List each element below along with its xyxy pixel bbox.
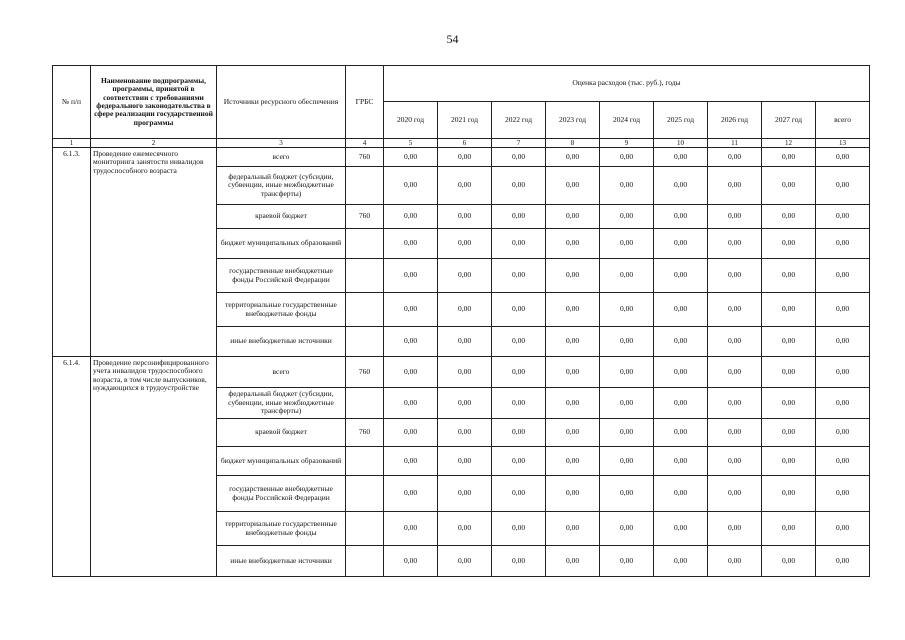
- amount-cell: 0,00: [600, 388, 654, 419]
- grbs-code: [346, 476, 384, 512]
- amount-cell: 0,00: [438, 419, 492, 447]
- column-number: 7: [492, 139, 546, 148]
- amount-cell: 0,00: [654, 327, 708, 357]
- header-source: Источники ресурсного обеспечения: [217, 66, 346, 139]
- amount-cell: 0,00: [438, 167, 492, 205]
- table-header: [53, 66, 870, 148]
- amount-cell: 0,00: [816, 293, 870, 327]
- amount-cell: 0,00: [708, 327, 762, 357]
- amount-cell: 0,00: [438, 546, 492, 577]
- grbs-code: [346, 546, 384, 577]
- column-number: 12: [762, 139, 816, 148]
- amount-cell: 0,00: [384, 419, 438, 447]
- amount-cell: 0,00: [708, 388, 762, 419]
- amount-cell: 0,00: [708, 205, 762, 229]
- funding-source: федеральный бюджет (субсидии, субвенции, иные межбюджетные трансферты): [217, 388, 346, 419]
- section-number: 6.1.4.: [53, 357, 91, 577]
- amount-cell: 0,00: [654, 476, 708, 512]
- amount-cell: 0,00: [816, 327, 870, 357]
- amount-cell: 0,00: [816, 512, 870, 546]
- header-year: 2022 год: [492, 102, 546, 139]
- column-number: 13: [816, 139, 870, 148]
- amount-cell: 0,00: [546, 512, 600, 546]
- amount-cell: 0,00: [708, 357, 762, 388]
- amount-cell: 0,00: [438, 205, 492, 229]
- amount-cell: 0,00: [546, 205, 600, 229]
- amount-cell: 0,00: [492, 476, 546, 512]
- amount-cell: 0,00: [384, 388, 438, 419]
- amount-cell: 0,00: [816, 259, 870, 293]
- amount-cell: 0,00: [762, 546, 816, 577]
- header-year: 2021 год: [438, 102, 492, 139]
- program-name: Проведение ежемесячного мониторинга занятости инвалидов трудоспособного возраста: [91, 148, 217, 357]
- amount-cell: 0,00: [438, 447, 492, 476]
- amount-cell: 0,00: [546, 327, 600, 357]
- amount-cell: 0,00: [600, 476, 654, 512]
- funding-source: краевой бюджет: [217, 419, 346, 447]
- amount-cell: 0,00: [438, 293, 492, 327]
- table-body: [53, 148, 870, 577]
- amount-cell: 0,00: [384, 512, 438, 546]
- column-number: 10: [654, 139, 708, 148]
- amount-cell: 0,00: [384, 357, 438, 388]
- amount-cell: 0,00: [600, 447, 654, 476]
- table-row: [53, 357, 870, 388]
- amount-cell: 0,00: [762, 327, 816, 357]
- budget-table: [52, 65, 870, 577]
- amount-cell: 0,00: [546, 447, 600, 476]
- amount-cell: 0,00: [762, 229, 816, 259]
- amount-cell: 0,00: [546, 357, 600, 388]
- amount-cell: 0,00: [762, 419, 816, 447]
- funding-source: территориальные государственные внебюджетные фонды: [217, 512, 346, 546]
- grbs-code: 760: [346, 205, 384, 229]
- amount-cell: 0,00: [546, 293, 600, 327]
- amount-cell: 0,00: [492, 447, 546, 476]
- amount-cell: 0,00: [546, 259, 600, 293]
- column-number: 3: [217, 139, 346, 148]
- amount-cell: 0,00: [816, 419, 870, 447]
- header-num: № п/п: [53, 66, 91, 139]
- column-number: 8: [546, 139, 600, 148]
- column-number: 5: [384, 139, 438, 148]
- amount-cell: 0,00: [762, 476, 816, 512]
- funding-source: государственные внебюджетные фонды Российской Федерации: [217, 476, 346, 512]
- table-row: [53, 148, 870, 167]
- grbs-code: [346, 293, 384, 327]
- amount-cell: 0,00: [492, 546, 546, 577]
- amount-cell: 0,00: [654, 259, 708, 293]
- amount-cell: 0,00: [654, 357, 708, 388]
- amount-cell: 0,00: [438, 512, 492, 546]
- amount-cell: 0,00: [654, 167, 708, 205]
- amount-cell: 0,00: [654, 148, 708, 167]
- amount-cell: 0,00: [762, 293, 816, 327]
- amount-cell: 0,00: [384, 205, 438, 229]
- amount-cell: 0,00: [708, 293, 762, 327]
- amount-cell: 0,00: [600, 259, 654, 293]
- amount-cell: 0,00: [816, 476, 870, 512]
- funding-source: бюджет муниципальных образований: [217, 229, 346, 259]
- amount-cell: 0,00: [492, 512, 546, 546]
- amount-cell: 0,00: [438, 476, 492, 512]
- page-number: 54: [446, 32, 459, 46]
- amount-cell: 0,00: [654, 419, 708, 447]
- amount-cell: 0,00: [600, 327, 654, 357]
- amount-cell: 0,00: [708, 447, 762, 476]
- amount-cell: 0,00: [600, 229, 654, 259]
- amount-cell: 0,00: [438, 357, 492, 388]
- amount-cell: 0,00: [546, 546, 600, 577]
- amount-cell: 0,00: [492, 419, 546, 447]
- header-year: всего: [816, 102, 870, 139]
- header-year: 2026 год: [708, 102, 762, 139]
- header-estimate: Оценка расходов (тыс. руб.), годы: [384, 66, 870, 102]
- amount-cell: 0,00: [762, 388, 816, 419]
- funding-source: краевой бюджет: [217, 205, 346, 229]
- amount-cell: 0,00: [600, 419, 654, 447]
- amount-cell: 0,00: [546, 388, 600, 419]
- amount-cell: 0,00: [816, 167, 870, 205]
- amount-cell: 0,00: [600, 546, 654, 577]
- amount-cell: 0,00: [384, 259, 438, 293]
- grbs-code: [346, 447, 384, 476]
- amount-cell: 0,00: [438, 388, 492, 419]
- amount-cell: 0,00: [654, 546, 708, 577]
- funding-source: иные внебюджетные источники: [217, 546, 346, 577]
- amount-cell: 0,00: [384, 327, 438, 357]
- amount-cell: 0,00: [546, 148, 600, 167]
- funding-source: иные внебюджетные источники: [217, 327, 346, 357]
- amount-cell: 0,00: [654, 388, 708, 419]
- header-name: Наименование подпрограммы, программы, принятой в соответствии с требованиями федерального законодательства в сфере реализации государственной программы: [91, 66, 217, 139]
- amount-cell: 0,00: [762, 148, 816, 167]
- amount-cell: 0,00: [816, 447, 870, 476]
- amount-cell: 0,00: [384, 293, 438, 327]
- funding-source: всего: [217, 148, 346, 167]
- amount-cell: 0,00: [492, 327, 546, 357]
- column-number: 6: [438, 139, 492, 148]
- amount-cell: 0,00: [600, 512, 654, 546]
- grbs-code: [346, 259, 384, 293]
- amount-cell: 0,00: [762, 357, 816, 388]
- grbs-code: [346, 229, 384, 259]
- amount-cell: 0,00: [384, 148, 438, 167]
- amount-cell: 0,00: [654, 512, 708, 546]
- grbs-code: 760: [346, 419, 384, 447]
- amount-cell: 0,00: [492, 167, 546, 205]
- header-year: 2024 год: [600, 102, 654, 139]
- amount-cell: 0,00: [492, 205, 546, 229]
- amount-cell: 0,00: [384, 167, 438, 205]
- amount-cell: 0,00: [492, 229, 546, 259]
- column-number: 1: [53, 139, 91, 148]
- amount-cell: 0,00: [384, 229, 438, 259]
- amount-cell: 0,00: [708, 419, 762, 447]
- amount-cell: 0,00: [546, 476, 600, 512]
- amount-cell: 0,00: [600, 148, 654, 167]
- header-grbs: ГРБС: [346, 66, 384, 139]
- amount-cell: 0,00: [708, 546, 762, 577]
- amount-cell: 0,00: [654, 205, 708, 229]
- amount-cell: 0,00: [438, 148, 492, 167]
- header-year: 2020 год: [384, 102, 438, 139]
- amount-cell: 0,00: [708, 167, 762, 205]
- header-year: 2025 год: [654, 102, 708, 139]
- amount-cell: 0,00: [492, 293, 546, 327]
- amount-cell: 0,00: [600, 357, 654, 388]
- amount-cell: 0,00: [816, 148, 870, 167]
- amount-cell: 0,00: [546, 167, 600, 205]
- funding-source: государственные внебюджетные фонды Российской Федерации: [217, 259, 346, 293]
- amount-cell: 0,00: [654, 447, 708, 476]
- grbs-code: [346, 327, 384, 357]
- grbs-code: [346, 167, 384, 205]
- column-numbers-row: [53, 139, 870, 148]
- amount-cell: 0,00: [384, 447, 438, 476]
- amount-cell: 0,00: [546, 419, 600, 447]
- amount-cell: 0,00: [654, 293, 708, 327]
- amount-cell: 0,00: [762, 167, 816, 205]
- amount-cell: 0,00: [708, 512, 762, 546]
- column-number: 9: [600, 139, 654, 148]
- amount-cell: 0,00: [492, 148, 546, 167]
- program-name: Проведение персонифицированного учета инвалидов трудоспособного возраста, в том числе выпускников, нуждающихся в трудоустройстве: [91, 357, 217, 577]
- amount-cell: 0,00: [546, 229, 600, 259]
- header-year: 2027 год: [762, 102, 816, 139]
- amount-cell: 0,00: [708, 476, 762, 512]
- amount-cell: 0,00: [492, 259, 546, 293]
- amount-cell: 0,00: [762, 512, 816, 546]
- amount-cell: 0,00: [492, 388, 546, 419]
- column-number: 2: [91, 139, 217, 148]
- amount-cell: 0,00: [708, 148, 762, 167]
- amount-cell: 0,00: [816, 546, 870, 577]
- amount-cell: 0,00: [492, 357, 546, 388]
- amount-cell: 0,00: [600, 293, 654, 327]
- amount-cell: 0,00: [438, 229, 492, 259]
- amount-cell: 0,00: [384, 546, 438, 577]
- amount-cell: 0,00: [816, 229, 870, 259]
- amount-cell: 0,00: [762, 259, 816, 293]
- amount-cell: 0,00: [816, 205, 870, 229]
- amount-cell: 0,00: [816, 388, 870, 419]
- funding-source: федеральный бюджет (субсидии, субвенции, иные межбюджетные трансферты): [217, 167, 346, 205]
- amount-cell: 0,00: [384, 476, 438, 512]
- amount-cell: 0,00: [708, 259, 762, 293]
- funding-source: бюджет муниципальных образований: [217, 447, 346, 476]
- amount-cell: 0,00: [762, 205, 816, 229]
- amount-cell: 0,00: [438, 327, 492, 357]
- grbs-code: [346, 388, 384, 419]
- funding-source: всего: [217, 357, 346, 388]
- amount-cell: 0,00: [708, 229, 762, 259]
- column-number: 11: [708, 139, 762, 148]
- grbs-code: 760: [346, 148, 384, 167]
- section-number: 6.1.3.: [53, 148, 91, 357]
- amount-cell: 0,00: [762, 447, 816, 476]
- column-number: 4: [346, 139, 384, 148]
- grbs-code: [346, 512, 384, 546]
- amount-cell: 0,00: [600, 167, 654, 205]
- header-year: 2023 год: [546, 102, 600, 139]
- grbs-code: 760: [346, 357, 384, 388]
- amount-cell: 0,00: [816, 357, 870, 388]
- funding-source: территориальные государственные внебюджетные фонды: [217, 293, 346, 327]
- amount-cell: 0,00: [438, 259, 492, 293]
- amount-cell: 0,00: [600, 205, 654, 229]
- amount-cell: 0,00: [654, 229, 708, 259]
